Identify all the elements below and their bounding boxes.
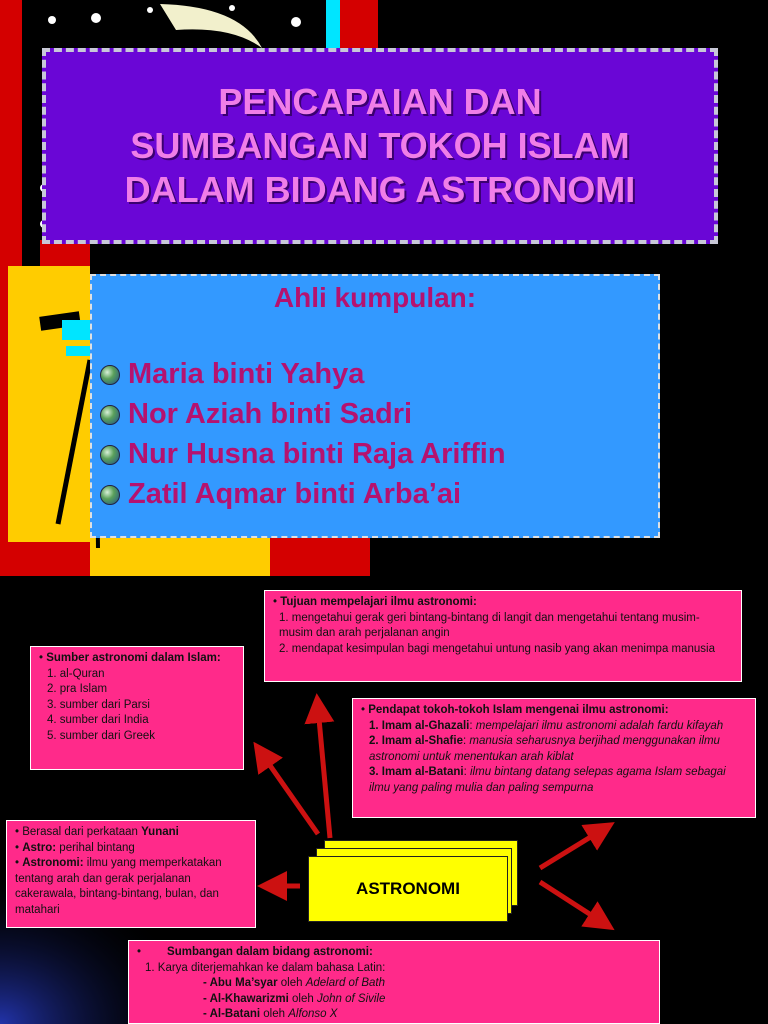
sumbangan-line: 1. Karya diterjemahkan ke dalam bahasa Latin: xyxy=(145,961,386,974)
tokoh-name: Imam al-Ghazali xyxy=(381,719,470,732)
tokoh-name: Imam al-Batani xyxy=(381,766,464,778)
pendapat-item: 2. Imam al-Shafie: manusia seharusnya berjihad menggunakan ilmu astronomi untuk menentukan arah kiblat xyxy=(369,735,720,763)
pendapat-box: • Pendapat tokoh-tokoh Islam mengenai ilmu astronomi: 1. Imam al-Ghazali: mempelajari ilmu astronomi adalah fardu kifayah 2. Imam al-Shafie: manusia seharusnya berjihad menggunakan ilmu astronomi untuk menentukan arah kiblat 3. Imam al-Batani: ilmu bintang datang selepas agama Islam sebagai ilmu yang paling mulia dan paling sempurna xyxy=(352,698,756,818)
members-heading: Ahli kumpulan: xyxy=(273,282,477,313)
member-item xyxy=(100,398,412,431)
sumbangan-item: - Al-Batani oleh Alfonso X xyxy=(203,1008,338,1020)
star-icon xyxy=(229,5,235,11)
star-icon xyxy=(147,7,153,13)
sumber-heading: Sumber astronomi dalam Islam: xyxy=(46,652,221,664)
astronomi-definition: • Astronomi: ilmu yang memperkatakan tentang arah dan gerak perjalanan cakerawala, bintang-bintang, bulan, dan matahari xyxy=(15,857,222,916)
tujuan-item: 1. mengetahui gerak geri bintang-bintang di langit dan mengetahui tentang musim-musim dan arah perjalanan angin xyxy=(279,611,700,639)
sumbangan-box: • Sumbangan dalam bidang astronomi: 1. Karya diterjemahkan ke dalam bahasa Latin: - Abu Ma’syar oleh Adelard of Bath - Al-Khawarizmi oleh John of Sivile - Al-Batani oleh Alfonso X xyxy=(128,940,660,1024)
berasal-box xyxy=(6,820,256,928)
pendapat-item: 1. Imam al-Ghazali: mempelajari ilmu astronomi adalah fardu kifayah xyxy=(369,719,724,732)
sumber-item: 4. sumber dari India xyxy=(47,714,149,726)
star-icon xyxy=(91,13,101,23)
member-name: Zatil Aqmar binti Arba’ai xyxy=(128,478,462,510)
arrow-icon xyxy=(262,754,318,834)
pendapat-item: 3. Imam al-Batani: ilmu bintang datang selepas agama Islam sebagai ilmu yang paling mulia dan paling sempurna xyxy=(369,766,726,794)
member-item xyxy=(100,358,364,391)
pendapat-text: mempelajari ilmu astronomi adalah fardu kifayah xyxy=(475,719,724,732)
sumber-item: 1. al-Quran xyxy=(47,667,105,680)
globe-bullet-icon xyxy=(100,485,120,505)
tujuan-box xyxy=(264,590,742,682)
globe-bullet-icon xyxy=(100,405,120,425)
globe-bullet-icon xyxy=(100,365,120,385)
member-item xyxy=(100,478,461,511)
tujuan-item: 2. mendapat kesimpulan bagi mengetahui untung nasib yang akan menimpa manusia xyxy=(279,642,716,655)
pendapat-text: manusia seharusnya berjihad menggunakan ilmu astronomi untuk menentukan arah kiblat xyxy=(369,735,720,763)
sumbangan-heading: Sumbangan dalam bidang astronomi: xyxy=(167,946,373,958)
globe-bullet-icon xyxy=(100,445,120,465)
member-name: Maria binti Yahya xyxy=(128,358,365,390)
title-line: DALAM BIDANG ASTRONOMI xyxy=(124,169,636,210)
title-line: PENCAPAIAN DAN xyxy=(218,81,542,122)
sumber-item: 5. sumber dari Greek xyxy=(47,729,156,742)
title-box xyxy=(42,48,718,244)
tujuan-heading: Tujuan mempelajari ilmu astronomi: xyxy=(280,596,477,608)
pendapat-heading: Pendapat tokoh-tokoh Islam mengenai ilmu astronomi: xyxy=(368,704,669,716)
arrow-icon xyxy=(540,830,602,868)
member-name: Nur Husna binti Raja Ariffin xyxy=(128,438,506,470)
bullet: • xyxy=(273,596,278,608)
member-item xyxy=(100,438,506,471)
member-name: Nor Aziah binti Sadri xyxy=(128,398,413,430)
pendapat-text: ilmu bintang datang selepas agama Islam sebagai ilmu yang paling mulia dan paling sempurna xyxy=(369,766,726,794)
sumber-item: 2. pra Islam xyxy=(47,683,108,695)
members-box xyxy=(90,274,660,538)
sumber-box: • Sumber astronomi dalam Islam: 1. al-Quran 2. pra Islam 3. sumber dari Parsi 4. sumber dari India 5. sumber dari Greek xyxy=(30,646,244,770)
arrow-icon xyxy=(318,708,330,838)
star-icon xyxy=(291,17,301,27)
star-icon xyxy=(48,16,56,24)
sumbangan-item: - Al-Khawarizmi oleh John of Sivile xyxy=(203,992,386,1005)
tokoh-name: Imam al-Shafie xyxy=(381,735,463,747)
sumber-item: 3. sumber dari Parsi xyxy=(47,698,150,711)
astro-definition: • Astro: perihal bintang xyxy=(15,841,135,854)
center-topic: ASTRONOMI xyxy=(308,856,508,922)
title-line: SUMBANGAN TOKOH ISLAM xyxy=(130,125,630,166)
arrow-icon xyxy=(540,882,602,922)
sumbangan-item: - Abu Ma’syar oleh Adelard of Bath xyxy=(203,977,385,989)
berasal-line: • Berasal dari perkataan Yunani xyxy=(15,826,179,838)
